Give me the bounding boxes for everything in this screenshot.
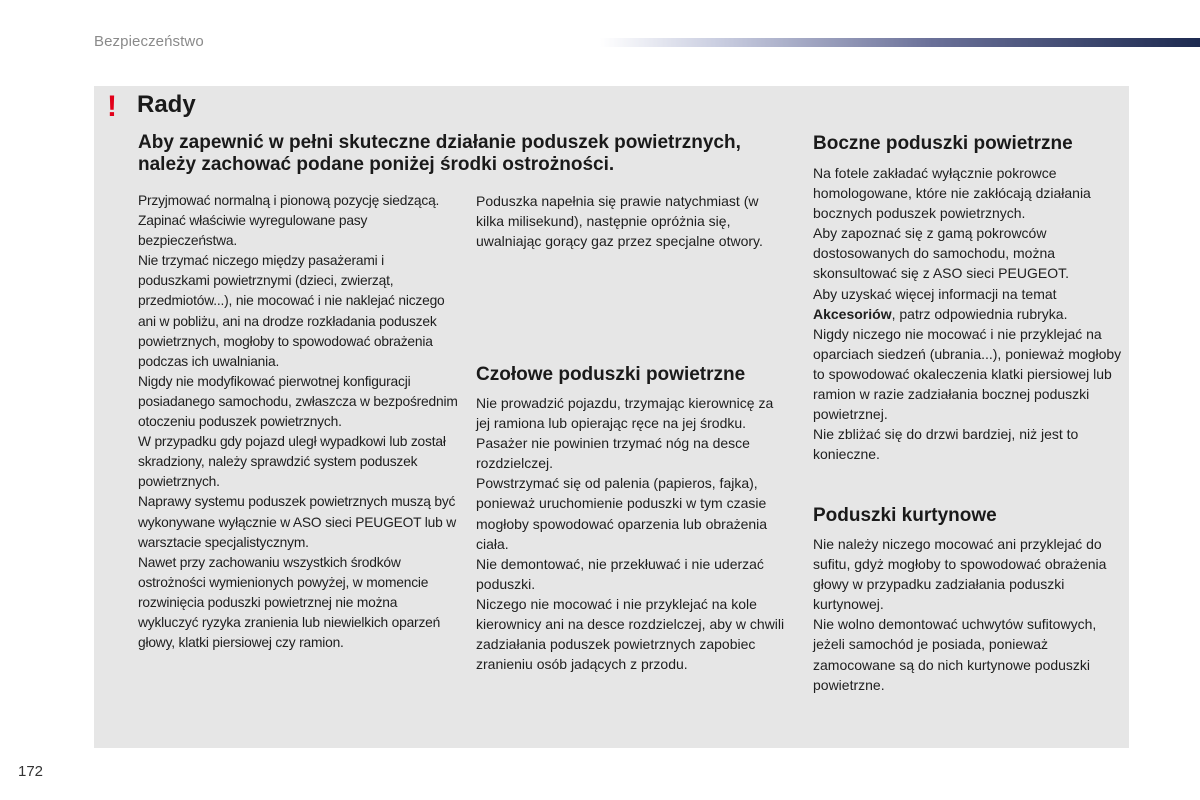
side-text: Aby uzyskać więcej informacji na temat: [813, 285, 1057, 302]
column-inflation-note: [476, 191, 781, 251]
side-paragraph-accessories: [813, 284, 1123, 324]
advice-paragraph: Zapinać właściwie wyregulowane pasy bezpieczeństwa.: [138, 213, 368, 249]
side-paragraph: Aby zapoznać się z gamą pokrowców dostosowanych do samochodu, można skonsultować się z ASO sieci PEUGEOT.: [813, 225, 1069, 282]
front-airbags-heading: Czołowe poduszki powietrzne: [476, 364, 746, 385]
side-airbags-heading: Boczne poduszki powietrzne: [813, 133, 1073, 154]
curtain-paragraph: Nie należy niczego mocować ani przyklejać do sufitu, gdyż mogłoby to spowodować obrażenia głowy w przypadku zadziałania poduszki kurtynowej.: [813, 536, 1107, 613]
inflation-paragraph: Poduszka napełnia się prawie natychmiast (w kilka milisekund), następnie opróżnia się, uwalniając gorący gaz przez specjalne otwory.: [476, 193, 763, 250]
curtain-paragraph: Nie wolno demontować uchwytów sufitowych, jeżeli samochód je posiada, ponieważ zamocowane są do nich kurtynowe poduszki powietrzne.: [813, 616, 1097, 693]
advice-paragraph: Naprawy systemu poduszek powietrznych muszą być wykonywane wyłącznie w ASO sieci PEUGEOT lub w warsztacie specjalistycznym.: [138, 494, 456, 550]
panel-title: Rady: [137, 91, 196, 118]
warning-icon: !: [107, 90, 117, 123]
front-paragraph: Niczego nie mocować i nie przyklejać na kole kierownicy ani na desce rozdzielczej, aby w chwili zadziałania poduszek powietrznych zapobiec zranieniu osób jadących z przodu.: [476, 595, 785, 673]
advice-paragraph: Przyjmować normalną i pionową pozycję siedzącą.: [138, 193, 440, 208]
intro-heading: Aby zapewnić w pełni skuteczne działanie poduszek powietrznych, należy zachować podane poniżej środki ostrożności.: [138, 132, 741, 175]
side-paragraph: Nigdy niczego nie mocować i nie przyklejać na oparciach siedzeń (ubrania...), ponieważ mogłoby to spowodować okaleczenia klatki piersiowej lub ramion w razie zadziałania bocznej poduszki powietrznej.: [813, 325, 1122, 423]
front-paragraph: Powstrzymać się od palenia (papieros, fajka), ponieważ uruchomienie poduszki w tym czasie mogłoby spowodować oparzenia lub obrażenia ciała.: [476, 475, 768, 552]
advice-paragraph: Nie trzymać niczego między pasażerami i poduszkami powietrznymi (dzieci, zwierząt, przedmiotów...), nie mocować i nie naklejać niczego ani w pobliżu, ani na drodze rozkładania poduszek powietrznych, mogłoby to spowodować obrażenia podczas ich uwalniania.: [138, 253, 445, 369]
advice-paragraph: Nawet przy zachowaniu wszystkich środków ostrożności wymienionych powyżej, w momencie rozwinięcia poduszki powietrznej nie można wykluczyć ryzyka zranienia lub niewielkich oparzeń głowy, klatki piersiowej czy ramion.: [138, 554, 441, 651]
page-number: 172: [18, 763, 44, 780]
front-paragraph: Nie demontować, nie przekłuwać i nie uderzać poduszki.: [476, 555, 764, 592]
side-paragraph: Nie zbliżać się do drzwi bardziej, niż jest to konieczne.: [813, 426, 1079, 463]
accessories-term: Akcesoriów: [813, 305, 892, 322]
column-curtain-airbags: [813, 534, 1123, 695]
front-paragraph: Pasażer nie powinien trzymać nóg na desce rozdzielczej.: [476, 435, 750, 472]
section-label: Bezpieczeństwo: [94, 33, 204, 50]
column-front-airbags: [476, 393, 786, 674]
advice-paragraph: W przypadku gdy pojazd uległ wypadkowi lub został skradziony, należy sprawdzić system poduszek powietrznych.: [138, 434, 446, 490]
column-side-airbags: [813, 163, 1123, 464]
side-paragraph: Na fotele zakładać wyłącznie pokrowce homologowane, które nie zakłócają działania bocznych poduszek powietrznych.: [813, 165, 1091, 222]
side-text: , patrz odpowiednia rubryka.: [891, 305, 1068, 322]
advice-paragraph: Nigdy nie modyfikować pierwotnej konfiguracji posiadanego samochodu, zwłaszcza w bezpośrednim otoczeniu poduszek powietrznych.: [138, 373, 458, 430]
curtain-airbags-heading: Poduszki kurtynowe: [813, 505, 997, 526]
front-paragraph: Nie prowadzić pojazdu, trzymając kierownicę za jej ramiona lub opierając ręce na jej środku.: [476, 395, 774, 432]
header-gradient-bar: [600, 38, 1200, 47]
column-general-advice: [138, 191, 458, 653]
